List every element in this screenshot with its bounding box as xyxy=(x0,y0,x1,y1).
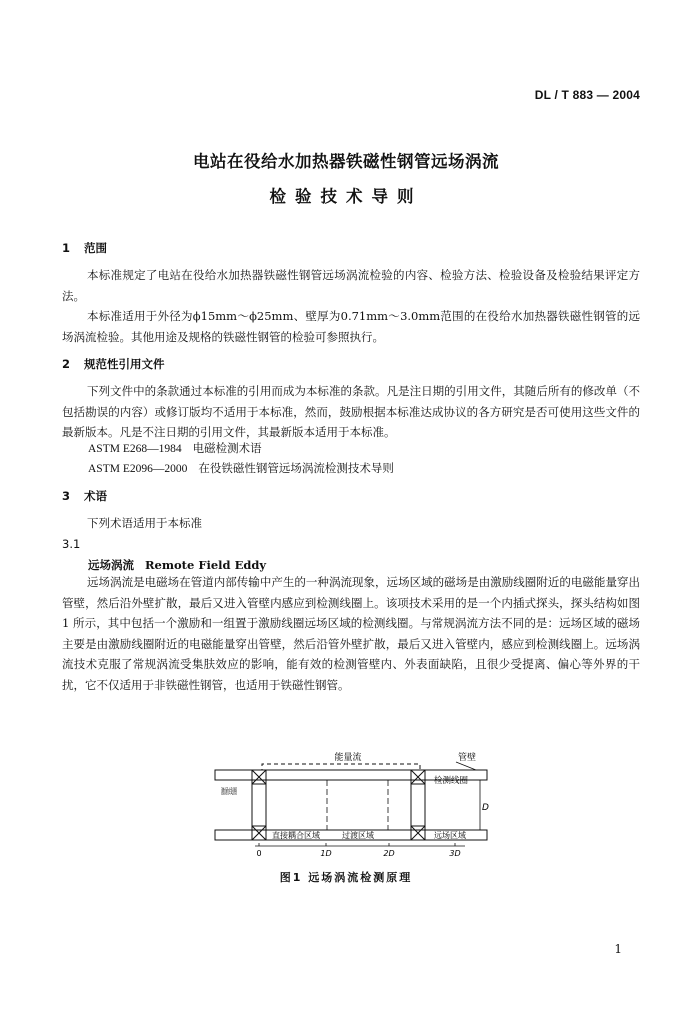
reference-item xyxy=(88,460,394,476)
section-3-intro: 下列术语适用于本标准 xyxy=(87,516,202,530)
diameter-label: D xyxy=(482,803,489,813)
section-2-paragraph-1: 下列文件中的条款通过本标准的引用而成为本标准的条款。凡是注日期的引用文件，其随后所有的修改单（不包括勘误的内容）或修订版均不适用于本标准，然而，鼓励根据本标准达成协议的各方研究是否可使用这些文件的最新版本。凡是不注日期的引用文件，其最新版本适用于本标准。 xyxy=(62,384,640,439)
reference-code: ASTM E268—1984 xyxy=(88,443,182,455)
axis-label: 2D xyxy=(383,849,395,858)
tube-wall-leader xyxy=(456,762,476,770)
section-number: 1 xyxy=(62,241,71,255)
zone-direct-label: 直接耦合区域 xyxy=(272,831,320,840)
term-english: Remote Field Eddy xyxy=(144,558,267,572)
term-chinese: 远场涡流 xyxy=(88,558,134,572)
term-heading xyxy=(88,557,266,573)
zone-transition-label: 过渡区域 xyxy=(342,831,374,840)
reference-item xyxy=(88,440,262,456)
tube-wall-label: 管壁 xyxy=(458,753,477,763)
section-title: 术语 xyxy=(84,489,107,503)
document-title-line1: 电站在役给水加热器铁磁性钢管远场涡流 xyxy=(193,152,499,171)
section-number: 3 xyxy=(62,489,71,503)
section-3-heading xyxy=(62,488,107,504)
reference-title: 电磁检测术语 xyxy=(192,441,262,455)
axis-label: 0 xyxy=(256,849,262,858)
detect-coil-label: 检测线圈 xyxy=(434,776,469,786)
page-number: 1 xyxy=(614,942,622,956)
reference-title: 在役铁磁性钢管远场涡流检测技术导则 xyxy=(198,461,394,475)
section-number: 2 xyxy=(62,357,71,371)
section-title: 规范性引用文件 xyxy=(84,357,165,371)
figure-caption: 图1 远场涡流检测原理 xyxy=(279,871,413,884)
section-1-paragraph-2: 本标准适用于外径为ϕ15mm～ϕ25mm、壁厚为0.71mm～3.0mm范围的在役给水加热器铁磁性钢管的远场涡流检验。其他用途及规格的铁磁性钢管的检验可参照执行。 xyxy=(62,309,640,344)
document-title-line2: 检验技术导则 xyxy=(269,187,423,206)
axis-label: 1D xyxy=(320,849,332,858)
subsection-number: 3.1 xyxy=(62,537,81,551)
zone-remote-label: 远场区域 xyxy=(434,831,466,840)
section-1-heading xyxy=(62,240,107,256)
figure-remote-field-diagram xyxy=(0,750,692,860)
section-title: 范围 xyxy=(84,241,107,255)
term-definition: 远场涡流是电磁场在管道内部传输中产生的一种涡流现象，远场区域的磁场是由激励线圈附近的电磁能量穿出管壁，然后沿外壁扩散，最后又进入管壁内感应到检测线圈上。该项技术采用的是一个内插式探头，探头结构如图 1 所示，其中包括一个激励和一组置于激励线圈远场区域的检测线圈。与常规涡流方法不同的是：远场区域的磁场主要是由激励线圈附近的电磁能量穿出管壁，然后沿管外壁扩散，最后又进入管壁内，感应到检测线圈上。远场涡流技术克服了常规涡流受集肤效应的影响，能有效的检测管壁内、外表面缺陷，且很少受提离、偏心等外界的干扰，它不仅适用于非铁磁性钢管，也适用于铁磁性钢管。 xyxy=(62,575,640,692)
energy-flow-label: 能量流 xyxy=(334,753,362,763)
section-1-paragraph-1: 本标准规定了电站在役给水加热器铁磁性钢管远场涡流检验的内容、检验方法、检验设备及检验结果评定方法。 xyxy=(62,268,640,303)
reference-code: ASTM E2096—2000 xyxy=(88,463,188,475)
section-2-heading xyxy=(62,356,165,372)
standard-code: DL / T 883 — 2004 xyxy=(534,88,640,102)
exciting-coil-label: 激励线圈 xyxy=(221,787,253,796)
axis-label: 3D xyxy=(449,849,461,858)
